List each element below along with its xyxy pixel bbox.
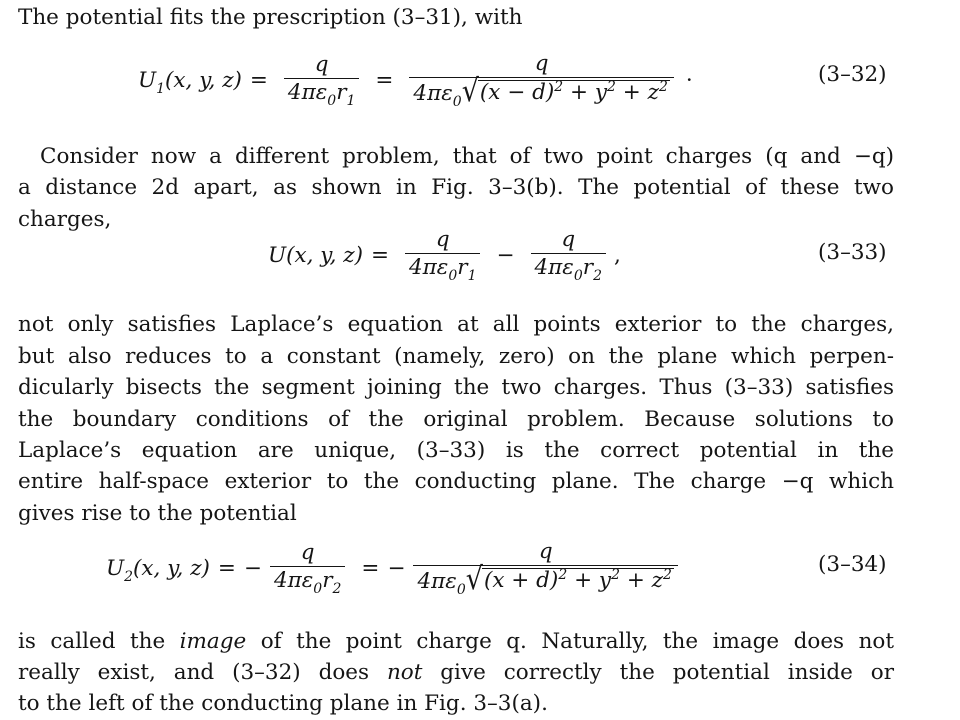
eq34-equals-2: =: [361, 555, 380, 581]
eq32-trailing-dot: ·: [685, 67, 693, 93]
emphasis-not: not: [386, 660, 423, 685]
eq34-fraction-2: q $4\pi\varepsilon_0$ √ $(x + d)^2 + y^2 + z^2$: [413, 540, 677, 596]
paragraph-4-line-3: to the left of the conducting plane in Fig. 3–3(a).: [18, 691, 548, 716]
eq32-equals-2: =: [375, 67, 394, 93]
paragraph-3-line-7: gives rise to the potential: [18, 501, 297, 526]
eq34-radical: √ $(x + d)^2 + y^2 + z^2$: [465, 561, 672, 598]
eq32-equals-1: =: [249, 67, 268, 93]
eq34-negation-1: −: [243, 555, 262, 581]
eq32-lhs: $U_1(x$, y, z): [138, 67, 242, 97]
paragraph-2-line-1: Consider now a different problem, that of two point charges (q and −q): [40, 144, 894, 169]
eq33-fraction-2: $\frac{q}{4\pi\varepsilon_0r_2}$: [531, 228, 606, 282]
eq33-lhs: U(x, y, z): [268, 242, 363, 268]
paragraph-2-line-2: a distance 2d apart, as shown in Fig. 3–3(b). The potential of these two: [18, 175, 894, 200]
paragraph-3-line-5: Laplace’s equation are unique, (3–33) is the correct potential in the: [18, 438, 894, 463]
eq33-minus: −: [496, 242, 515, 268]
eq33-equals: =: [370, 242, 389, 268]
paragraph-2-line-3: charges,: [18, 207, 112, 232]
paragraph-3-line-3: dicularly bisects the segment joining the two charges. Thus (3–33) satisfies: [18, 375, 894, 400]
eq34-equals-1: =: [217, 555, 236, 581]
emphasis-image: image: [179, 629, 247, 654]
equation-number-3-33: (3–33): [818, 240, 887, 265]
paragraph-3-line-1: not only satisfies Laplace’s equation at all points exterior to the charges,: [18, 312, 894, 337]
eq33-trailing-comma: ,: [613, 242, 621, 268]
equation-number-3-34: (3–34): [818, 552, 887, 577]
paragraph-4-line-1: is called the image of the point charge q. Naturally, the image does not: [18, 629, 894, 654]
paragraph-1-line-1: The potential fits the prescription (3–31), with: [18, 5, 523, 30]
equation-number-3-32: (3–32): [818, 62, 887, 87]
eq32-fraction-2: q $4\pi\varepsilon_0$ √ $(x - d)^2 + y^2 + z^2$: [409, 52, 673, 108]
eq34-fraction-1: $\frac{q}{4\pi\varepsilon_0r_2}$: [270, 541, 345, 595]
eq32-radical: √ $(x - d)^2 + y^2 + z^2$: [461, 73, 668, 110]
equation-3-34: [106, 540, 686, 596]
eq34-lhs: $U_2(x$, y, z): [106, 555, 210, 585]
paragraph-4-line-2: really exist, and (3–32) does not give correctly the potential inside or: [18, 660, 894, 685]
eq33-fraction-1: $\frac{q}{4\pi\varepsilon_0r_1}$: [405, 228, 480, 282]
equation-3-32: [138, 52, 693, 108]
paragraph-3-line-4: the boundary conditions of the original problem. Because solutions to: [18, 407, 894, 432]
eq34-negation-2: −: [387, 555, 406, 581]
equation-3-33: [268, 228, 621, 282]
paragraph-3-line-6: entire half-space exterior to the conducting plane. The charge −q which: [18, 469, 894, 494]
paragraph-3-line-2: but also reduces to a constant (namely, zero) on the plane which perpen-: [18, 344, 894, 369]
eq32-fraction-1: $\frac{q}{4\pi\varepsilon_0r_1}$: [284, 53, 359, 107]
